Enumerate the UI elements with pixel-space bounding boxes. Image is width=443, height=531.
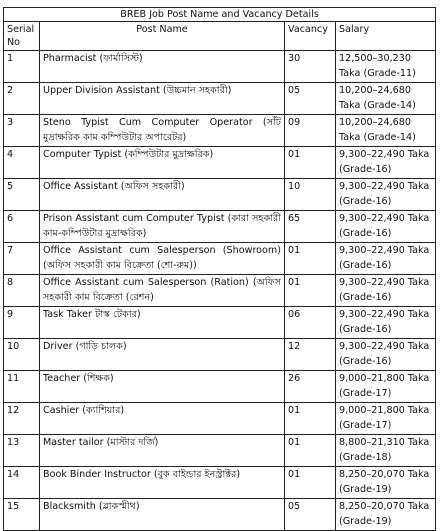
salary-cell: 9,300–22,490 Taka (Grade-16) bbox=[336, 147, 436, 179]
post-name-cell: Upper Division Assistant (উচ্চমান সহকারী) bbox=[40, 83, 285, 115]
vacancy-cell: 06 bbox=[285, 307, 336, 339]
table-row bbox=[4, 403, 436, 435]
salary-cell: 9,000–21,800 Taka (Grade-17) bbox=[336, 403, 436, 435]
salary-cell: 9,300–22,490 Taka (Grade-16) bbox=[336, 307, 436, 339]
serial-cell: 11 bbox=[4, 371, 40, 403]
salary-cell: 9,300–22,490 Taka (Grade-16) bbox=[336, 179, 436, 211]
salary-cell: 10,200–24,680 Taka (Grade-14) bbox=[336, 115, 436, 147]
table-row bbox=[4, 147, 436, 179]
vacancy-cell: 09 bbox=[285, 115, 336, 147]
post-name-cell: Office Assistant cum Salesperson (Showroom) (অফিস সহকারী কাম বিক্রেতা (শো-রুম)) bbox=[40, 243, 285, 275]
serial-cell: 10 bbox=[4, 339, 40, 371]
header-salary: Salary bbox=[336, 22, 436, 51]
post-name-cell: Book Binder Instructor (বুক বাইন্ডার ইনস্ট্রাক্টর) bbox=[40, 467, 285, 499]
table-row bbox=[4, 339, 436, 371]
table-row bbox=[4, 243, 436, 275]
serial-cell: 3 bbox=[4, 115, 40, 147]
post-name-cell: Task Taker টাস্ক টেকার) bbox=[40, 307, 285, 339]
table-row bbox=[4, 275, 436, 307]
post-name-cell: Cashier (ক্যাশিয়ার) bbox=[40, 403, 285, 435]
vacancy-cell: 65 bbox=[285, 211, 336, 243]
salary-cell: 8,250–20,070 Taka (Grade-19) bbox=[336, 467, 436, 499]
table-row bbox=[4, 51, 436, 83]
vacancy-cell: 01 bbox=[285, 467, 336, 499]
vacancy-cell: 05 bbox=[285, 83, 336, 115]
post-name-cell: Office Assistant cum Salesperson (Ration) (অফিস সহকারী কাম বিক্রেতা (রেশন) bbox=[40, 275, 285, 307]
salary-cell: 9,300–22,490 Taka (Grade-16) bbox=[336, 339, 436, 371]
header-vacancy: Vacancy bbox=[285, 22, 336, 51]
vacancy-cell: 01 bbox=[285, 243, 336, 275]
serial-cell: 12 bbox=[4, 403, 40, 435]
serial-cell: 2 bbox=[4, 83, 40, 115]
table-row bbox=[4, 115, 436, 147]
vacancy-table bbox=[3, 7, 436, 531]
salary-cell: 9,300–22,490 Taka (Grade-16) bbox=[336, 243, 436, 275]
serial-cell: 15 bbox=[4, 499, 40, 531]
salary-cell: 9,000–21,800 Taka (Grade-17) bbox=[336, 371, 436, 403]
serial-cell: 1 bbox=[4, 51, 40, 83]
vacancy-cell: 26 bbox=[285, 371, 336, 403]
serial-cell: 13 bbox=[4, 435, 40, 467]
vacancy-cell: 30 bbox=[285, 51, 336, 83]
serial-cell: 4 bbox=[4, 147, 40, 179]
serial-cell: 14 bbox=[4, 467, 40, 499]
post-name-cell: Office Assistant (অফিস সহকারী) bbox=[40, 179, 285, 211]
post-name-cell: Teacher (শিক্ষক) bbox=[40, 371, 285, 403]
table-row bbox=[4, 499, 436, 531]
post-name-cell: Master tailor (মাস্টার দর্জি) bbox=[40, 435, 285, 467]
vacancy-cell: 01 bbox=[285, 147, 336, 179]
serial-cell: 9 bbox=[4, 307, 40, 339]
table-row bbox=[4, 83, 436, 115]
vacancy-table-container bbox=[3, 7, 435, 531]
table-body bbox=[4, 51, 436, 531]
vacancy-cell: 01 bbox=[285, 403, 336, 435]
vacancy-cell: 12 bbox=[285, 339, 336, 371]
header-serial: Serial No bbox=[4, 22, 40, 51]
post-name-cell: Prison Assistant cum Computer Typist (কারা সহকারী কাম-কম্পিউটার মুদ্রাক্ষরিক) bbox=[40, 211, 285, 243]
header-post-name: Post Name bbox=[40, 22, 285, 51]
serial-cell: 5 bbox=[4, 179, 40, 211]
post-name-cell: Computer Typist (কম্পিউটার মুদ্রাক্ষরিক) bbox=[40, 147, 285, 179]
post-name-cell: Pharmacist (ফার্মাসিস্ট) bbox=[40, 51, 285, 83]
vacancy-cell: 05 bbox=[285, 499, 336, 531]
vacancy-cell: 01 bbox=[285, 435, 336, 467]
salary-cell: 8,250–20,070 Taka (Grade-19) bbox=[336, 499, 436, 531]
salary-cell: 10,200–24,680 Taka (Grade-14) bbox=[336, 83, 436, 115]
salary-cell: 9,300–22,490 Taka (Grade-16) bbox=[336, 275, 436, 307]
table-row bbox=[4, 307, 436, 339]
serial-cell: 8 bbox=[4, 275, 40, 307]
post-name-cell: Steno Typist Cum Computer Operator (সাঁট মুদ্রাক্ষরিক কাম কম্পিউটার অপারেটর) bbox=[40, 115, 285, 147]
post-name-cell: Blacksmith (ব্লাকস্মীথ) bbox=[40, 499, 285, 531]
post-name-cell: Driver (গাড়ি চালক) bbox=[40, 339, 285, 371]
table-title: BREB Job Post Name and Vacancy Details bbox=[4, 8, 436, 22]
vacancy-cell: 01 bbox=[285, 275, 336, 307]
table-row bbox=[4, 371, 436, 403]
salary-cell: 9,300–22,490 Taka (Grade-16) bbox=[336, 211, 436, 243]
table-row bbox=[4, 179, 436, 211]
serial-cell: 6 bbox=[4, 211, 40, 243]
table-row bbox=[4, 435, 436, 467]
vacancy-cell: 10 bbox=[285, 179, 336, 211]
salary-cell: 12,500–30,230 Taka (Grade-11) bbox=[336, 51, 436, 83]
salary-cell: 8,800–21,310 Taka (Grade-18) bbox=[336, 435, 436, 467]
table-row bbox=[4, 211, 436, 243]
table-row bbox=[4, 467, 436, 499]
serial-cell: 7 bbox=[4, 243, 40, 275]
